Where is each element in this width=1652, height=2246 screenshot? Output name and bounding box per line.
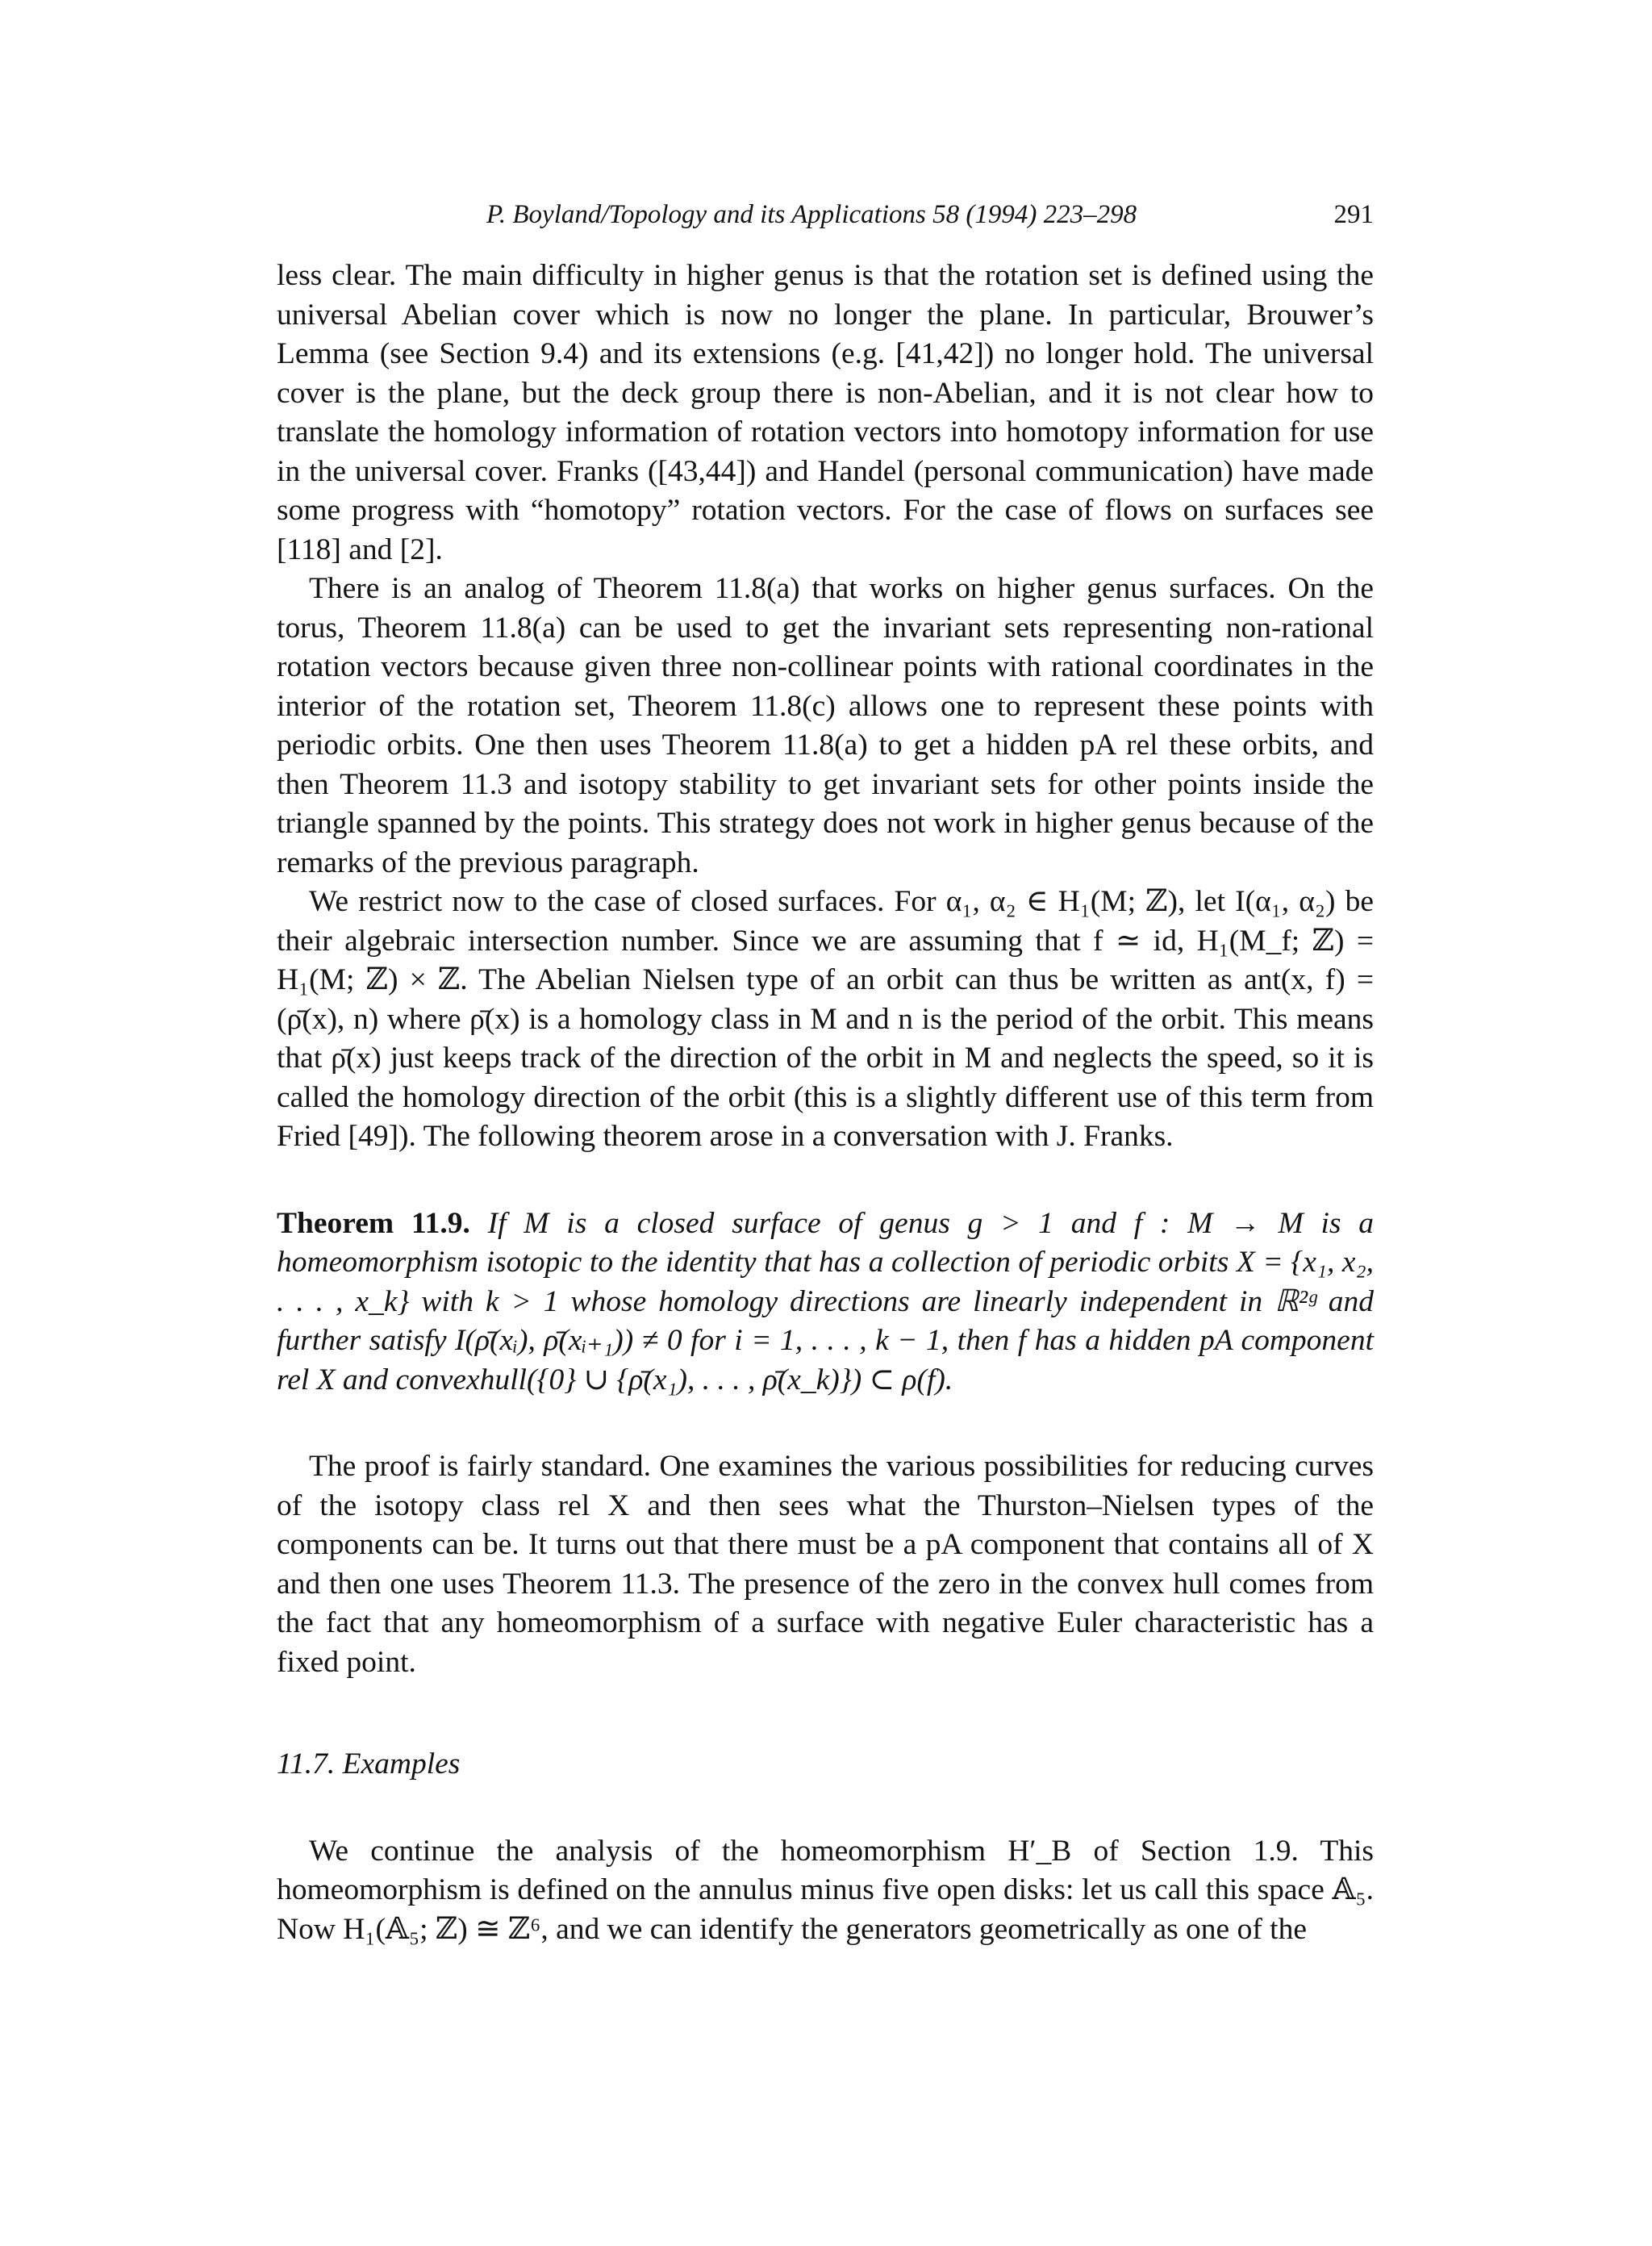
theorem-label: Theorem 11.9.	[277, 1206, 470, 1240]
paragraph-closed-surfaces: We restrict now to the case of closed surfaces. For α₁, α₂ ∈ H₁(M; ℤ), let I(α₁, α₂) be their algebraic intersection number. Since we are assuming that f ≃ id, H₁(M_f; ℤ) = H₁(M; ℤ) × ℤ. The Abelian Nielsen type of an orbit can thus be written as ant(x, f) = (ρ̄(x), n) where ρ̄(x) is a homology class in M and n is the period of the orbit. This means that ρ̄(x) just keeps track of the direction of the orbit in M and neglects the speed, so it is called the homology direction of the orbit (this is a slightly different use of this term from Fried [49]). The following theorem arose in a conversation with J. Franks.	[277, 885, 1374, 1153]
page-number: 291	[1333, 200, 1374, 229]
proof-paragraph: The proof is fairly standard. One examines the various possibilities for reducing curves of the isotopy class rel X and then sees what the Thurston–Nielsen types of the components can be. It turns out that there must be a pA component that contains all of X and then one uses Theorem 11.3. The presence of the zero in the convex hull comes from the fact that any homeomorphism of a surface with negative Euler characteristic has a fixed point.	[277, 1450, 1374, 1679]
section-paragraph: We continue the analysis of the homeomorphism H′_B of Section 1.9. This homeomorphism is defined on the annulus minus five open disks: let us call this space 𝔸₅. Now H₁(𝔸₅; ℤ) ≅ ℤ⁶, and we can identify the generators geometrically as one of the	[277, 1834, 1374, 1946]
section-heading: 11.7. Examples	[277, 1747, 461, 1781]
page-body	[277, 257, 1374, 1949]
theorem-11-9	[277, 1204, 1374, 1401]
paragraph-continued: less clear. The main difficulty in higher genus is that the rotation set is defined using the universal Abelian cover which is now no longer the plane. In particular, Brouwer’s Lemma (see Section 9.4) and its extensions (e.g. [41,42]) no longer hold. The universal cover is the plane, but the deck group there is non-Abelian, and it is not clear how to translate the homology information of rotation vectors into homotopy information for use in the universal cover. Franks ([43,44]) and Handel (personal communication) have made some progress with “homotopy” rotation vectors. For the case of flows on surfaces see [118] and [2].	[277, 259, 1374, 566]
paragraph-analog-theorem: There is an analog of Theorem 11.8(a) that works on higher genus surfaces. On the torus, Theorem 11.8(a) can be used to get the invariant sets representing non-rational rotation vectors because given three non-collinear points with rational coordinates in the interior of the rotation set, Theorem 11.8(c) allows one to represent these points with periodic orbits. One then uses Theorem 11.8(a) to get a hidden pA rel these orbits, and then Theorem 11.3 and isotopy stability to get invariant sets for other points inside the triangle spanned by the points. This strategy does not work in higher genus because of the remarks of the previous paragraph.	[277, 572, 1374, 879]
theorem-statement: If M is a closed surface of genus g > 1 and f : M → M is a homeomorphism isotopic to the identity that has a collection of periodic orbits X = {x₁, x₂, . . . , x_k} with k > 1 whose homology directions are linearly independent in ℝ²ᵍ and further satisfy I(ρ̄(xᵢ), ρ̄(xᵢ₊₁)) ≠ 0 for i = 1, . . . , k − 1, then f has a hidden pA component rel X and convexhull({0} ∪ {ρ̄(x₁), . . . , ρ̄(x_k)}) ⊂ ρ(f).	[277, 1206, 1375, 1396]
running-title: P. Boyland/Topology and its Applications 58 (1994) 223–298	[486, 200, 1137, 229]
running-head	[277, 200, 1374, 240]
